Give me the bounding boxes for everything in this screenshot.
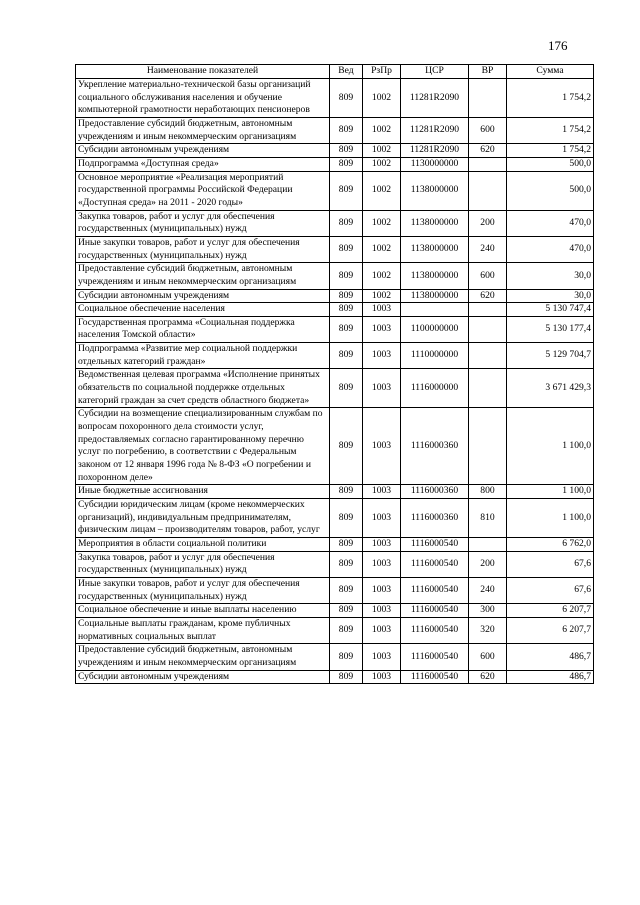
row-csr: 1116000360 [401, 485, 469, 499]
table-row [76, 289, 594, 303]
row-ved: 809 [330, 617, 363, 643]
row-vr: 600 [469, 263, 507, 289]
row-vr: 800 [469, 485, 507, 499]
row-rzpr: 1003 [363, 485, 401, 499]
row-rzpr: 1002 [363, 289, 401, 303]
row-csr: 1116000360 [401, 499, 469, 538]
row-ved: 809 [330, 210, 363, 236]
row-vr: 810 [469, 499, 507, 538]
header-vr: ВР [469, 65, 507, 79]
table-row [76, 604, 594, 618]
row-name: Субсидии на возмещение специализированным службам по вопросам похоронного дела стоимости услуг, предоставляемых согласно гарантированному перечню услуг по погребению, в соответствии с Федеральным законом от 12 января 1996 года № 8-ФЗ «О погребении и похоронном деле» [76, 408, 330, 485]
row-csr: 1130000000 [401, 157, 469, 171]
row-vr [469, 171, 507, 210]
table-row [76, 577, 594, 603]
row-vr: 240 [469, 236, 507, 262]
row-name: Основное мероприятие «Реализация мероприятий государственной программы Российской Федерации «Доступная среда» на 2011 - 2020 годы» [76, 171, 330, 210]
row-sum: 470,0 [507, 210, 594, 236]
row-sum: 1 754,2 [507, 79, 594, 118]
row-name: Ведомственная целевая программа «Исполнение принятых обязательств по социальной поддержке отдельных категорий граждан за счет средств областного бюджета» [76, 369, 330, 408]
row-vr: 620 [469, 289, 507, 303]
row-csr: 1110000000 [401, 343, 469, 369]
row-sum: 6 207,7 [507, 604, 594, 618]
row-ved: 809 [330, 79, 363, 118]
row-rzpr: 1002 [363, 117, 401, 143]
table-row [76, 644, 594, 670]
row-sum: 5 130 177,4 [507, 316, 594, 342]
page-number: 176 [548, 38, 568, 53]
table-row [76, 343, 594, 369]
row-name: Субсидии автономным учреждениям [76, 144, 330, 158]
row-rzpr: 1003 [363, 537, 401, 551]
row-ved: 809 [330, 157, 363, 171]
row-csr: 1138000000 [401, 171, 469, 210]
row-rzpr: 1003 [363, 670, 401, 684]
row-csr: 1116000540 [401, 537, 469, 551]
row-name: Закупка товаров, работ и услуг для обеспечения государственных (муниципальных) нужд [76, 551, 330, 577]
row-rzpr: 1003 [363, 408, 401, 485]
row-csr: 1116000540 [401, 551, 469, 577]
table-header-row [76, 65, 594, 79]
row-ved: 809 [330, 604, 363, 618]
row-csr: 1116000540 [401, 577, 469, 603]
row-csr: 1116000540 [401, 617, 469, 643]
row-name: Социальные выплаты гражданам, кроме публичных нормативных социальных выплат [76, 617, 330, 643]
row-csr: 1138000000 [401, 210, 469, 236]
row-ved: 809 [330, 499, 363, 538]
row-vr: 300 [469, 604, 507, 618]
row-sum: 67,6 [507, 577, 594, 603]
row-csr: 1116000540 [401, 604, 469, 618]
row-vr [469, 316, 507, 342]
row-rzpr: 1003 [363, 303, 401, 317]
row-csr: 11281R2090 [401, 144, 469, 158]
table-row [76, 263, 594, 289]
header-csr: ЦСР [401, 65, 469, 79]
row-name: Предоставление субсидий бюджетным, автономным учреждениям и иным некоммерческим организациям [76, 644, 330, 670]
table-row [76, 236, 594, 262]
row-sum: 3 671 429,3 [507, 369, 594, 408]
row-name: Закупка товаров, работ и услуг для обеспечения государственных (муниципальных) нужд [76, 210, 330, 236]
row-sum: 1 100,0 [507, 408, 594, 485]
row-csr: 1116000540 [401, 644, 469, 670]
table-row [76, 117, 594, 143]
row-name: Субсидии автономным учреждениям [76, 670, 330, 684]
row-sum: 67,6 [507, 551, 594, 577]
row-csr: 11281R2090 [401, 117, 469, 143]
row-vr [469, 303, 507, 317]
row-rzpr: 1002 [363, 210, 401, 236]
row-vr: 240 [469, 577, 507, 603]
table-row [76, 537, 594, 551]
row-rzpr: 1003 [363, 343, 401, 369]
row-ved: 809 [330, 117, 363, 143]
row-name: Подпрограмма «Доступная среда» [76, 157, 330, 171]
row-rzpr: 1002 [363, 171, 401, 210]
row-rzpr: 1003 [363, 644, 401, 670]
row-ved: 809 [330, 485, 363, 499]
row-ved: 809 [330, 303, 363, 317]
row-csr [401, 303, 469, 317]
table-row [76, 485, 594, 499]
table-row [76, 210, 594, 236]
row-ved: 809 [330, 263, 363, 289]
row-name: Предоставление субсидий бюджетным, автономным учреждениям и иным некоммерческим организациям [76, 263, 330, 289]
row-ved: 809 [330, 236, 363, 262]
row-rzpr: 1003 [363, 617, 401, 643]
row-vr: 200 [469, 551, 507, 577]
table-row [76, 316, 594, 342]
table-row [76, 303, 594, 317]
row-sum: 5 129 704,7 [507, 343, 594, 369]
row-vr [469, 537, 507, 551]
row-sum: 1 100,0 [507, 499, 594, 538]
row-rzpr: 1002 [363, 263, 401, 289]
row-vr: 200 [469, 210, 507, 236]
table-row [76, 369, 594, 408]
row-sum: 486,7 [507, 644, 594, 670]
row-sum: 6 762,0 [507, 537, 594, 551]
row-name: Укрепление материально-технической базы организаций социального обслуживания населения и обучение компьютерной грамотности неработающих пенсионеров [76, 79, 330, 118]
row-rzpr: 1003 [363, 551, 401, 577]
row-sum: 30,0 [507, 263, 594, 289]
row-sum: 486,7 [507, 670, 594, 684]
row-name: Субсидии юридическим лицам (кроме некоммерческих организаций), индивидуальным предпринимателям, физическим лицам – производителям товаров, работ, услуг [76, 499, 330, 538]
table-row [76, 551, 594, 577]
header-sum: Сумма [507, 65, 594, 79]
table-row [76, 499, 594, 538]
row-ved: 809 [330, 171, 363, 210]
row-name: Иные бюджетные ассигнования [76, 485, 330, 499]
row-vr [469, 79, 507, 118]
row-ved: 809 [330, 144, 363, 158]
row-csr: 1100000000 [401, 316, 469, 342]
row-ved: 809 [330, 343, 363, 369]
row-ved: 809 [330, 551, 363, 577]
row-vr [469, 343, 507, 369]
header-name: Наименование показателей [76, 65, 330, 79]
table-row [76, 79, 594, 118]
row-ved: 809 [330, 644, 363, 670]
row-rzpr: 1002 [363, 236, 401, 262]
row-csr: 1116000540 [401, 670, 469, 684]
row-rzpr: 1003 [363, 316, 401, 342]
row-vr: 600 [469, 117, 507, 143]
row-vr: 620 [469, 670, 507, 684]
row-ved: 809 [330, 670, 363, 684]
row-rzpr: 1003 [363, 499, 401, 538]
header-rzpr: РзПр [363, 65, 401, 79]
row-vr [469, 369, 507, 408]
row-rzpr: 1003 [363, 577, 401, 603]
row-ved: 809 [330, 369, 363, 408]
table-row [76, 617, 594, 643]
row-name: Предоставление субсидий бюджетным, автономным учреждениям и иным некоммерческим организациям [76, 117, 330, 143]
row-sum: 1 754,2 [507, 144, 594, 158]
table-row [76, 171, 594, 210]
row-name: Иные закупки товаров, работ и услуг для обеспечения государственных (муниципальных) нужд [76, 236, 330, 262]
budget-table [75, 64, 594, 684]
row-name: Государственная программа «Социальная поддержка населения Томской области» [76, 316, 330, 342]
row-ved: 809 [330, 316, 363, 342]
row-csr: 1138000000 [401, 236, 469, 262]
row-sum: 1 100,0 [507, 485, 594, 499]
row-sum: 1 754,2 [507, 117, 594, 143]
row-name: Иные закупки товаров, работ и услуг для обеспечения государственных (муниципальных) нужд [76, 577, 330, 603]
row-csr: 11281R2090 [401, 79, 469, 118]
row-name: Субсидии автономным учреждениям [76, 289, 330, 303]
row-vr [469, 408, 507, 485]
header-ved: Вед [330, 65, 363, 79]
table-row [76, 670, 594, 684]
row-csr: 1116000000 [401, 369, 469, 408]
row-csr: 1116000360 [401, 408, 469, 485]
row-ved: 809 [330, 289, 363, 303]
table-row [76, 408, 594, 485]
row-sum: 5 130 747,4 [507, 303, 594, 317]
row-rzpr: 1002 [363, 157, 401, 171]
row-sum: 500,0 [507, 171, 594, 210]
table-row [76, 144, 594, 158]
row-sum: 30,0 [507, 289, 594, 303]
row-vr [469, 157, 507, 171]
row-rzpr: 1002 [363, 79, 401, 118]
row-rzpr: 1002 [363, 144, 401, 158]
row-ved: 809 [330, 577, 363, 603]
row-name: Подпрограмма «Развитие мер социальной поддержки отдельных категорий граждан» [76, 343, 330, 369]
row-vr: 320 [469, 617, 507, 643]
row-rzpr: 1003 [363, 604, 401, 618]
row-name: Социальное обеспечение населения [76, 303, 330, 317]
table-row [76, 157, 594, 171]
row-ved: 809 [330, 537, 363, 551]
row-ved: 809 [330, 408, 363, 485]
row-csr: 1138000000 [401, 289, 469, 303]
row-sum: 470,0 [507, 236, 594, 262]
row-sum: 500,0 [507, 157, 594, 171]
row-name: Социальное обеспечение и иные выплаты населению [76, 604, 330, 618]
row-sum: 6 207,7 [507, 617, 594, 643]
row-vr: 600 [469, 644, 507, 670]
row-csr: 1138000000 [401, 263, 469, 289]
row-rzpr: 1003 [363, 369, 401, 408]
row-vr: 620 [469, 144, 507, 158]
row-name: Мероприятия в области социальной политики [76, 537, 330, 551]
